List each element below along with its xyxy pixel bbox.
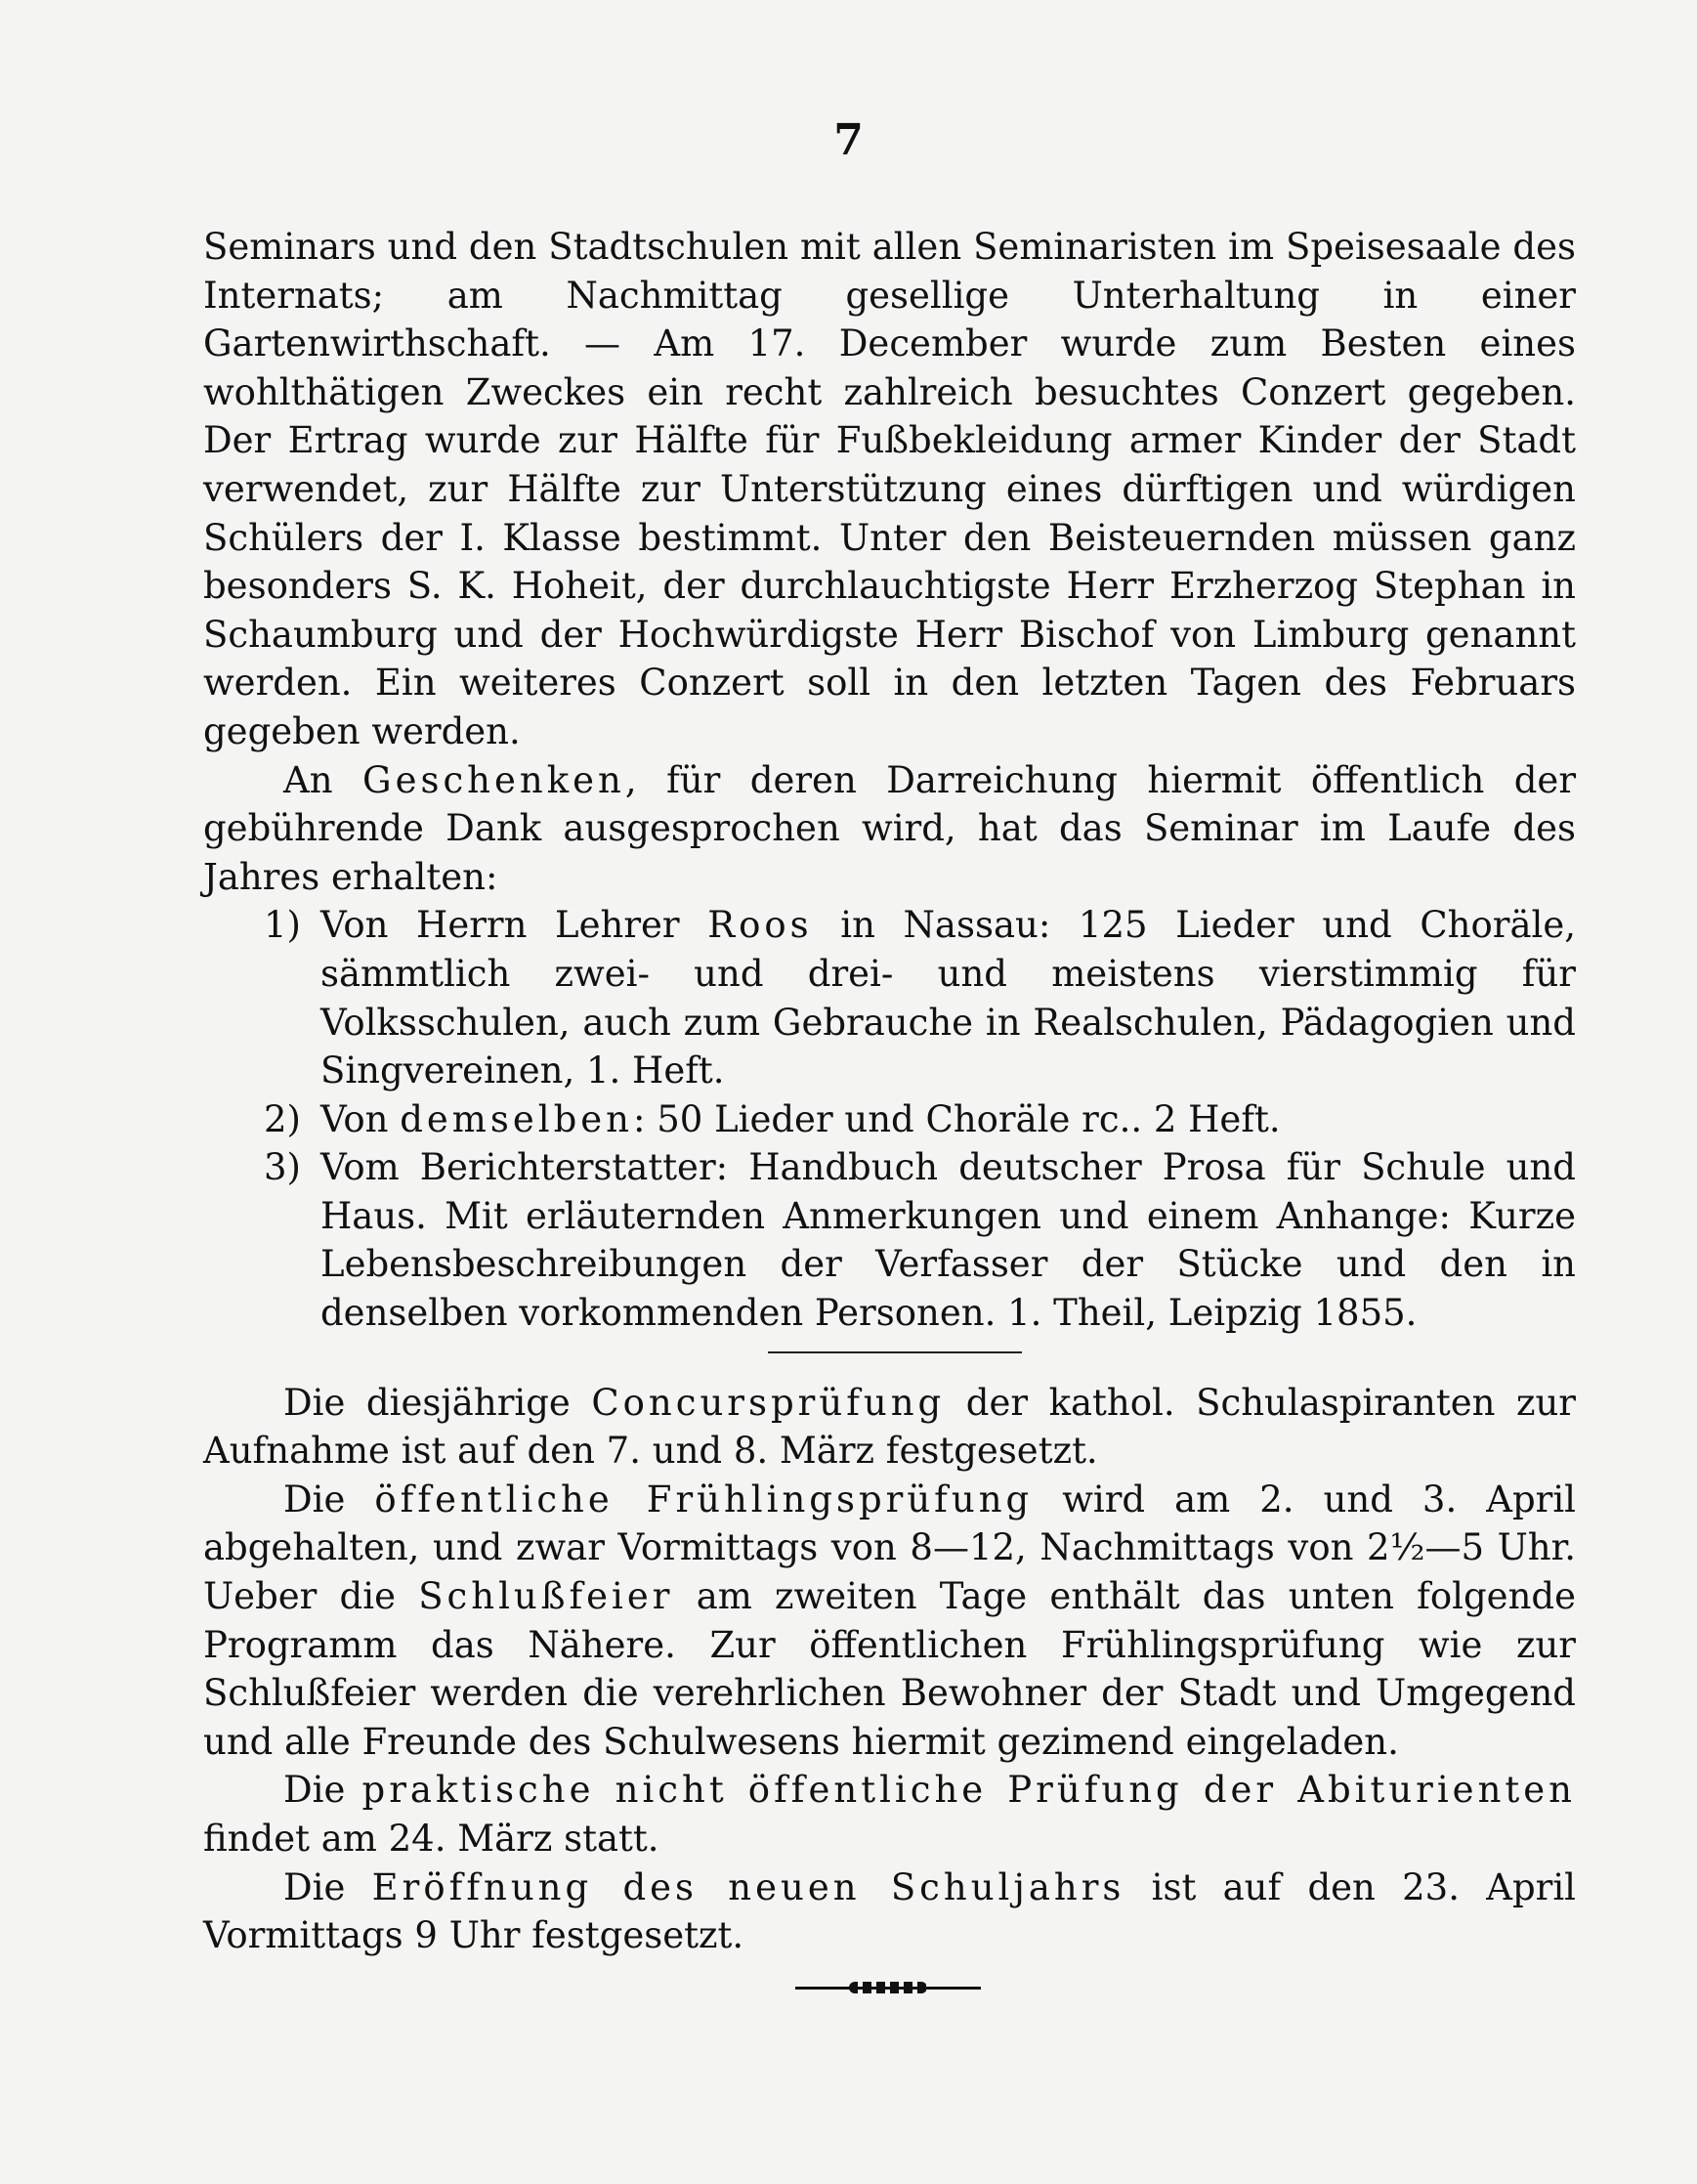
text-segment: Von Herrn Lehrer xyxy=(320,904,708,947)
list-text xyxy=(320,1143,1576,1337)
text-segment: findet am 24. März statt. xyxy=(203,1818,659,1860)
paragraph-new-year xyxy=(203,1863,1576,1960)
text-segment: am zweiten Tage enthält das unten folgende Programm das Nähere. Zur öffentlichen Frühlingsprüfung wie zur Schlußfeier werden die verehrlichen Bewohner der Stadt und Umgegend und alle Freunde des Schulwesens hiermit gezimend eingeladen. xyxy=(203,1575,1576,1763)
spaced-emphasis: Roos xyxy=(707,904,813,947)
spaced-emphasis: öffentliche Frühlingsprüfung xyxy=(374,1477,1034,1520)
list-item xyxy=(203,901,1576,1094)
spaced-emphasis: demselben xyxy=(400,1097,633,1140)
text-segment: Die diesjährige xyxy=(283,1381,592,1424)
list-number: 3) xyxy=(264,1146,301,1189)
text-segment: Die xyxy=(283,1769,362,1812)
spaced-emphasis: Schlußfeier xyxy=(418,1575,674,1618)
section-divider xyxy=(768,1351,1022,1353)
body-text xyxy=(203,223,1576,1993)
text-segment: der kathol. Schulaspiranten zur Aufnahme ist auf den 7. und 8. März festgesetzt. xyxy=(203,1381,1576,1473)
text-segment: wird am 2. und 3. April abgehalten, und zwar Vormittags von 8—12, Nachmittags von 2½—5 Uhr. Ueber die xyxy=(203,1477,1576,1618)
text-segment: : 50 Lieder und Choräle rc.. 2 Heft. xyxy=(633,1097,1281,1140)
gift-list xyxy=(203,901,1576,1337)
paragraph-spring-exam xyxy=(203,1476,1576,1767)
spaced-emphasis: Concursprüfung xyxy=(591,1381,946,1424)
page-number: 7 xyxy=(833,115,864,165)
text-segment: Vom Berichterstatter: Handbuch deutscher Prosa für Schule und Haus. Mit erläuternden Anmerkungen und einem Anhange: Kurze Lebensbeschreibungen der Verfasser der Stücke und den in denselben vorkommenden Personen. 1. Theil, Leipzig 1855. xyxy=(320,1146,1576,1335)
list-item xyxy=(203,1095,1576,1144)
spaced-emphasis: praktische nicht öffentliche Prüfung der Abiturienten xyxy=(361,1769,1576,1812)
text-segment: , für deren Darreichung hiermit öffentlich der gebührende Dank ausgesprochen wird, hat das Seminar im Laufe des Jahres erhalten: xyxy=(203,758,1577,898)
list-text xyxy=(320,1095,1576,1144)
spaced-emphasis: Eröffnung des neuen Schuljahrs xyxy=(371,1865,1125,1908)
list-text xyxy=(320,901,1576,1094)
text-segment: Die xyxy=(283,1477,375,1520)
text-segment: ist auf den 23. April Vormittags 9 Uhr festgesetzt. xyxy=(203,1865,1576,1957)
list-item xyxy=(203,1143,1576,1337)
paragraph-events: Seminars und den Stadtschulen mit allen Seminaristen im Speisesaale des Internats; am Nachmittag gesellige Unterhaltung in einer Gartenwirthschaft. — Am 17. December wurde zum Besten eines wohlthätigen Zweckes ein recht zahlreich besuchtes Conzert gegeben. Der Ertrag wurde zur Hälfte für Fußbekleidung armer Kinder der Stadt verwendet, zur Hälfte zur Unterstützung eines dürftigen und würdigen Schülers der I. Klasse bestimmt. Unter den Beisteuernden müssen ganz besonders S. K. Hoheit, der durchlauchtigste Herr Erzherzog Stephan in Schaumburg und der Hochwürdigste Herr Bischof von Limburg genannt werden. Ein weiteres Conzert soll in den letzten Tagen des Februars gegeben werden. xyxy=(203,226,1576,752)
list-number: 1) xyxy=(264,904,301,947)
text-segment: Die xyxy=(283,1865,372,1908)
paragraph-concurs xyxy=(203,1379,1576,1476)
text-segment: in Nassau: 125 Lieder und Choräle, sämmtlich zwei- und drei- und meistens vierstimmig für Volksschulen, auch zum Gebrauche in Realschulen, Pädagogien und Singvereinen, 1. Heft. xyxy=(320,904,1576,1092)
paragraph-gifts-intro xyxy=(203,756,1576,902)
list-number: 2) xyxy=(264,1097,301,1140)
paragraph-abiturienten xyxy=(203,1766,1576,1863)
text-segment: An xyxy=(283,758,363,801)
spaced-emphasis: Geschenken xyxy=(362,758,625,801)
text-segment: Von xyxy=(320,1097,401,1140)
end-ornament xyxy=(795,1982,981,1993)
